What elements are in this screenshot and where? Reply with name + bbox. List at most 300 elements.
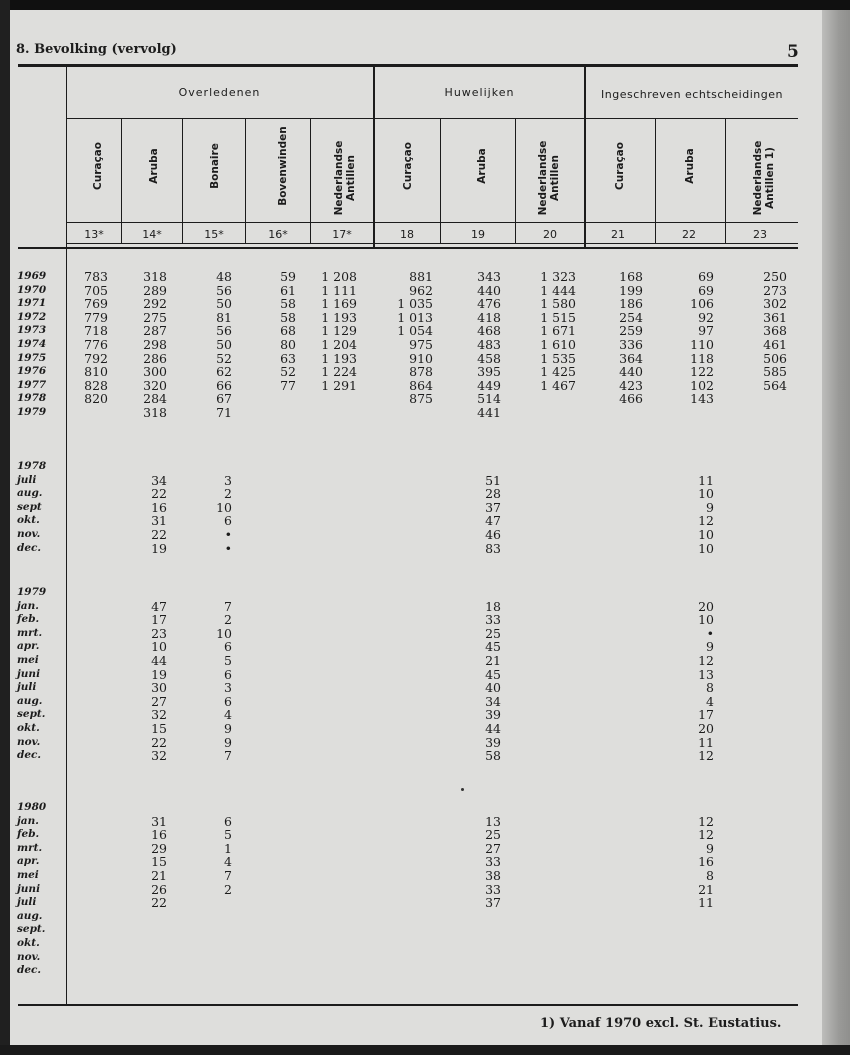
table-cell: 9 (224, 734, 232, 750)
table-cell: 6 (224, 513, 232, 529)
col-divider (245, 118, 246, 244)
table-cell: 320 (143, 377, 167, 393)
table-cell: 58 (280, 296, 296, 312)
table-cell (182, 951, 232, 965)
table-cell: 779 (84, 309, 108, 325)
table-cell: 476 (477, 296, 501, 312)
row-label: dec. (17, 749, 42, 762)
table-cell: 1 208 (321, 269, 357, 284)
table-cell: 28 (485, 486, 501, 502)
table-cell: 368 (763, 323, 787, 339)
row-label: juli (17, 896, 37, 909)
col-num-15: 15* (204, 228, 224, 241)
table-cell: 449 (477, 377, 501, 393)
table-cell: 284 (143, 391, 167, 407)
table-cell: 48 (216, 269, 232, 284)
col-divider (121, 118, 122, 244)
row-label: feb. (17, 828, 40, 841)
col-header-20: Nederlandse Antillen (537, 140, 561, 216)
col-num-13: 13* (84, 228, 104, 241)
table-cell: 287 (143, 323, 167, 339)
row-label: 1976 (17, 365, 47, 378)
table-cell: 56 (216, 282, 232, 298)
row-label: aug. (17, 694, 43, 707)
table-cell: 17 (151, 612, 167, 628)
table-cell: 810 (84, 364, 108, 380)
table-cell: 12 (698, 813, 714, 829)
table-cell: 3 (224, 680, 232, 696)
row-label: jan. (17, 814, 39, 827)
numbers-underline (66, 243, 798, 244)
table-cell: 1 515 (540, 309, 576, 325)
table-cell: 68 (280, 323, 296, 339)
column-c22-m1979 (664, 586, 714, 763)
table-cell: 364 (619, 350, 643, 366)
stub-divider (66, 67, 67, 1005)
table-cell (664, 801, 714, 815)
table-cell: 418 (477, 309, 501, 325)
scan-left-border (0, 0, 10, 1055)
table-cell: 878 (409, 364, 433, 380)
table-cell: 16 (698, 854, 714, 870)
table-cell: 10 (216, 625, 232, 641)
group-underline (66, 118, 798, 119)
table-cell: 4 (706, 693, 714, 709)
table-cell: 7 (224, 867, 232, 883)
table-cell: 52 (216, 350, 232, 366)
page-edge (822, 10, 850, 1045)
table-cell (117, 801, 167, 815)
table-cell (307, 392, 357, 406)
row-label: 1973 (17, 324, 47, 337)
row-label: 1974 (17, 337, 47, 350)
table-cell: 2 (224, 881, 232, 897)
table-cell: 17 (698, 707, 714, 723)
table-cell: 19 (151, 666, 167, 682)
footnote: 1) Vanaf 1970 excl. St. Eustatius. (540, 1016, 782, 1031)
table-cell: 1 (224, 840, 232, 856)
column-c23-annual (737, 270, 787, 420)
table-cell: 1 204 (321, 336, 357, 352)
col-num-14: 14* (142, 228, 162, 241)
table-cell: 44 (485, 720, 501, 736)
table-cell: 21 (151, 867, 167, 883)
table-cell (117, 923, 167, 937)
table-cell: 298 (143, 336, 167, 352)
table-cell (182, 910, 232, 924)
table-cell: 875 (409, 391, 433, 407)
row-label: 1969 (17, 270, 47, 282)
table-cell: 16 (151, 499, 167, 515)
row-label: jan. (17, 599, 39, 612)
row-label: 1978 (17, 460, 47, 472)
table-cell (451, 460, 501, 474)
column-c19-m1978 (451, 460, 501, 555)
table-cell: 66 (216, 377, 232, 393)
table-cell (664, 910, 714, 924)
table-cell: 718 (84, 323, 108, 339)
table-cell: 1 054 (397, 323, 433, 339)
table-cell: • (706, 625, 714, 641)
table-cell: 506 (763, 350, 787, 366)
table-cell: 468 (477, 323, 501, 339)
table-cell: 564 (763, 377, 787, 393)
row-label: juli (17, 473, 37, 486)
table-cell: 45 (485, 639, 501, 655)
col-header-14: Aruba (148, 148, 160, 184)
table-cell: 92 (698, 309, 714, 325)
row-labels-m1980 (17, 801, 57, 978)
table-cell: 10 (698, 612, 714, 628)
column-c15-m1979 (182, 586, 232, 763)
table-cell: 776 (84, 336, 108, 352)
table-cell: 21 (485, 652, 501, 668)
table-cell: 122 (690, 364, 714, 380)
table-cell: 58 (485, 748, 501, 764)
table-cell: 56 (216, 323, 232, 339)
table-cell (58, 406, 108, 420)
top-rule (18, 64, 798, 67)
table-cell: 59 (280, 269, 296, 284)
row-label: 1979 (17, 405, 47, 418)
col-divider (182, 118, 183, 244)
table-cell (451, 923, 501, 937)
table-cell: 69 (698, 269, 714, 284)
row-label: 1978 (17, 392, 47, 405)
table-cell (593, 406, 643, 420)
table-cell: 1 425 (540, 364, 576, 380)
table-cell: 440 (477, 282, 501, 298)
table-cell: 51 (485, 472, 501, 488)
table-cell: 39 (485, 734, 501, 750)
table-cell: 25 (485, 827, 501, 843)
row-label: mrt. (17, 841, 43, 854)
table-cell: 11 (698, 734, 714, 750)
row-label: apr. (17, 855, 40, 868)
table-cell: 40 (485, 680, 501, 696)
table-cell (451, 964, 501, 978)
table-cell: 975 (409, 336, 433, 352)
table-cell: 62 (216, 364, 232, 380)
row-label: okt. (17, 936, 40, 949)
table-cell: 1 535 (540, 350, 576, 366)
page-title: 8. Bevolking (vervolg) (16, 42, 177, 57)
column-c19-annual (451, 270, 501, 420)
table-cell: 2 (224, 612, 232, 628)
col-header-18: Curaçao (402, 142, 414, 190)
row-label: sept. (17, 923, 46, 936)
column-c21-annual (593, 270, 643, 420)
table-cell: 22 (151, 486, 167, 502)
row-label: aug. (17, 487, 43, 500)
table-cell: 12 (698, 748, 714, 764)
table-cell (117, 937, 167, 951)
table-cell: 37 (485, 895, 501, 911)
table-cell (182, 964, 232, 978)
table-cell: 34 (151, 472, 167, 488)
table-cell: 705 (84, 282, 108, 298)
table-cell: 11 (698, 472, 714, 488)
table-cell: 910 (409, 350, 433, 366)
table-cell: 8 (706, 680, 714, 696)
group-divorces: Ingeschreven echtscheidingen (601, 88, 783, 101)
table-cell: 440 (619, 364, 643, 380)
stray-mark (461, 788, 464, 791)
table-cell: 302 (763, 296, 787, 312)
row-label: 1971 (17, 297, 47, 310)
table-cell: 16 (151, 827, 167, 843)
table-cell: 61 (280, 282, 296, 298)
table-cell: 318 (143, 269, 167, 284)
column-c14-m1979 (117, 586, 167, 763)
table-cell (664, 460, 714, 474)
col-num-16: 16* (268, 228, 288, 241)
table-cell: 292 (143, 296, 167, 312)
column-c15-m1980 (182, 801, 232, 978)
table-cell: 23 (151, 625, 167, 641)
col-divider (725, 118, 726, 244)
table-cell: 300 (143, 364, 167, 380)
col-header-21: Curaçao (614, 142, 626, 190)
column-c19-m1979 (451, 586, 501, 763)
table-cell (117, 964, 167, 978)
table-cell: 441 (477, 404, 501, 420)
table-cell: 336 (619, 336, 643, 352)
table-cell: 783 (84, 269, 108, 284)
row-label: 1977 (17, 378, 47, 391)
table-cell (451, 801, 501, 815)
table-cell: 199 (619, 282, 643, 298)
scan-top-border (0, 0, 850, 10)
table-cell (117, 951, 167, 965)
col-num-17: 17* (332, 228, 352, 241)
table-cell: 31 (151, 813, 167, 829)
table-cell: 83 (485, 540, 501, 556)
table-cell (117, 910, 167, 924)
table-cell: 80 (280, 336, 296, 352)
table-cell: 12 (698, 652, 714, 668)
table-cell: 47 (151, 598, 167, 614)
table-cell: 44 (151, 652, 167, 668)
table-cell: 20 (698, 720, 714, 736)
table-cell (383, 406, 433, 420)
table-cell: 58 (280, 309, 296, 325)
table-cell: 15 (151, 854, 167, 870)
col-num-23: 23 (753, 228, 767, 241)
table-cell: 47 (485, 513, 501, 529)
table-cell (664, 586, 714, 600)
row-label: 1972 (17, 310, 47, 323)
table-cell: 6 (224, 666, 232, 682)
table-cell: 21 (698, 881, 714, 897)
table-cell: 6 (224, 639, 232, 655)
col-header-16: Bovenwinden (277, 126, 289, 206)
table-cell: 343 (477, 269, 501, 284)
column-c19-m1980 (451, 801, 501, 978)
table-cell: 585 (763, 364, 787, 380)
table-cell: 820 (84, 391, 108, 407)
table-cell: 11 (698, 895, 714, 911)
table-cell (117, 460, 167, 474)
table-cell (664, 951, 714, 965)
names-underline (66, 222, 798, 223)
row-label: okt. (17, 514, 40, 527)
row-label: nov. (17, 950, 41, 963)
col-num-22: 22 (682, 228, 696, 241)
col-header-19: Aruba (476, 148, 488, 184)
table-cell: 22 (151, 734, 167, 750)
table-cell: 1 193 (321, 350, 357, 366)
table-cell (182, 937, 232, 951)
table-cell: 77 (280, 377, 296, 393)
table-cell (664, 937, 714, 951)
column-c22-m1980 (664, 801, 714, 978)
table-cell (246, 406, 296, 420)
row-label: 1970 (17, 283, 47, 296)
bottom-rule (18, 1004, 798, 1006)
table-cell: 1 323 (540, 269, 576, 284)
row-labels-m1978 (17, 460, 57, 555)
table-cell: 7 (224, 598, 232, 614)
table-cell: 102 (690, 377, 714, 393)
row-label: 1979 (17, 586, 47, 598)
table-cell: 9 (706, 840, 714, 856)
table-cell: 395 (477, 364, 501, 380)
table-cell: 27 (151, 693, 167, 709)
row-label: mei (17, 868, 39, 881)
table-cell: 881 (409, 269, 433, 284)
table-cell: 38 (485, 867, 501, 883)
table-cell: 1 193 (321, 309, 357, 325)
table-cell: 864 (409, 377, 433, 393)
column-c14-annual (117, 270, 167, 420)
table-cell (182, 586, 232, 600)
table-cell: 19 (151, 540, 167, 556)
row-label: mrt. (17, 626, 43, 639)
table-cell: 22 (151, 895, 167, 911)
header-bottom-rule (18, 247, 798, 249)
column-c22-m1978 (664, 460, 714, 555)
row-label: aug. (17, 909, 43, 922)
table-cell: 10 (698, 486, 714, 502)
row-label: mei (17, 653, 39, 666)
table-cell: 34 (485, 693, 501, 709)
table-cell: 10 (698, 540, 714, 556)
table-cell: 106 (690, 296, 714, 312)
table-cell (664, 964, 714, 978)
table-cell: 1 169 (321, 296, 357, 312)
column-c22-annual (664, 270, 714, 420)
page-number: 5 (787, 42, 799, 62)
table-cell (737, 406, 787, 420)
table-cell: 259 (619, 323, 643, 339)
table-cell: 3 (224, 472, 232, 488)
col-header-15: Bonaire (209, 143, 221, 189)
group-marriages: Huwelijken (444, 86, 515, 99)
table-cell: 792 (84, 350, 108, 366)
col-num-20: 20 (543, 228, 557, 241)
scan-bottom-border (0, 1045, 850, 1055)
table-cell (182, 896, 232, 910)
table-cell: 4 (224, 854, 232, 870)
table-cell: 286 (143, 350, 167, 366)
table-cell: 32 (151, 748, 167, 764)
table-cell: 110 (690, 336, 714, 352)
table-cell: 361 (763, 309, 787, 325)
table-cell: 1 671 (540, 323, 576, 339)
table-cell (451, 910, 501, 924)
table-cell: 168 (619, 269, 643, 284)
table-cell: 1 610 (540, 336, 576, 352)
column-c17-annual (307, 270, 357, 420)
table-cell: 12 (698, 513, 714, 529)
table-cell: 20 (698, 598, 714, 614)
group-deaths: Overledenen (178, 86, 261, 99)
table-cell: 4 (224, 707, 232, 723)
col-num-19: 19 (471, 228, 485, 241)
table-cell: 466 (619, 391, 643, 407)
table-cell: 22 (151, 526, 167, 542)
table-cell: 50 (216, 296, 232, 312)
table-cell: 29 (151, 840, 167, 856)
table-cell: 1 444 (540, 282, 576, 298)
table-cell: 97 (698, 323, 714, 339)
row-labels-m1979 (17, 586, 57, 763)
table-cell (182, 460, 232, 474)
row-label: feb. (17, 613, 40, 626)
row-label: juni (17, 882, 41, 895)
table-cell: 13 (698, 666, 714, 682)
table-cell: 37 (485, 499, 501, 515)
table-cell (664, 923, 714, 937)
table-cell: 118 (690, 350, 714, 366)
table-cell: 39 (485, 707, 501, 723)
col-divider (655, 118, 656, 244)
table-cell: 63 (280, 350, 296, 366)
table-cell (246, 392, 296, 406)
table-cell (664, 406, 714, 420)
table-cell: 254 (619, 309, 643, 325)
table-cell: 10 (698, 526, 714, 542)
table-cell: 2 (224, 486, 232, 502)
column-c14-m1978 (117, 460, 167, 555)
table-cell (451, 586, 501, 600)
table-cell: 186 (619, 296, 643, 312)
table-cell: 25 (485, 625, 501, 641)
table-cell: 423 (619, 377, 643, 393)
table-cell: 461 (763, 336, 787, 352)
table-cell (737, 392, 787, 406)
column-c16-annual (246, 270, 296, 420)
column-c14-m1980 (117, 801, 167, 978)
row-label: nov. (17, 735, 41, 748)
table-cell: 1 580 (540, 296, 576, 312)
table-cell (451, 951, 501, 965)
table-cell: 289 (143, 282, 167, 298)
row-label: nov. (17, 527, 41, 540)
table-cell: 69 (698, 282, 714, 298)
table-cell: 5 (224, 827, 232, 843)
col-header-17: Nederlandse Antillen (333, 140, 357, 216)
table-cell: 1 467 (540, 377, 576, 393)
row-label: okt. (17, 721, 40, 734)
table-cell: 46 (485, 526, 501, 542)
col-num-21: 21 (611, 228, 625, 241)
table-cell: 1 035 (397, 296, 433, 312)
table-cell: 275 (143, 309, 167, 325)
table-cell: 32 (151, 707, 167, 723)
row-label: apr. (17, 640, 40, 653)
